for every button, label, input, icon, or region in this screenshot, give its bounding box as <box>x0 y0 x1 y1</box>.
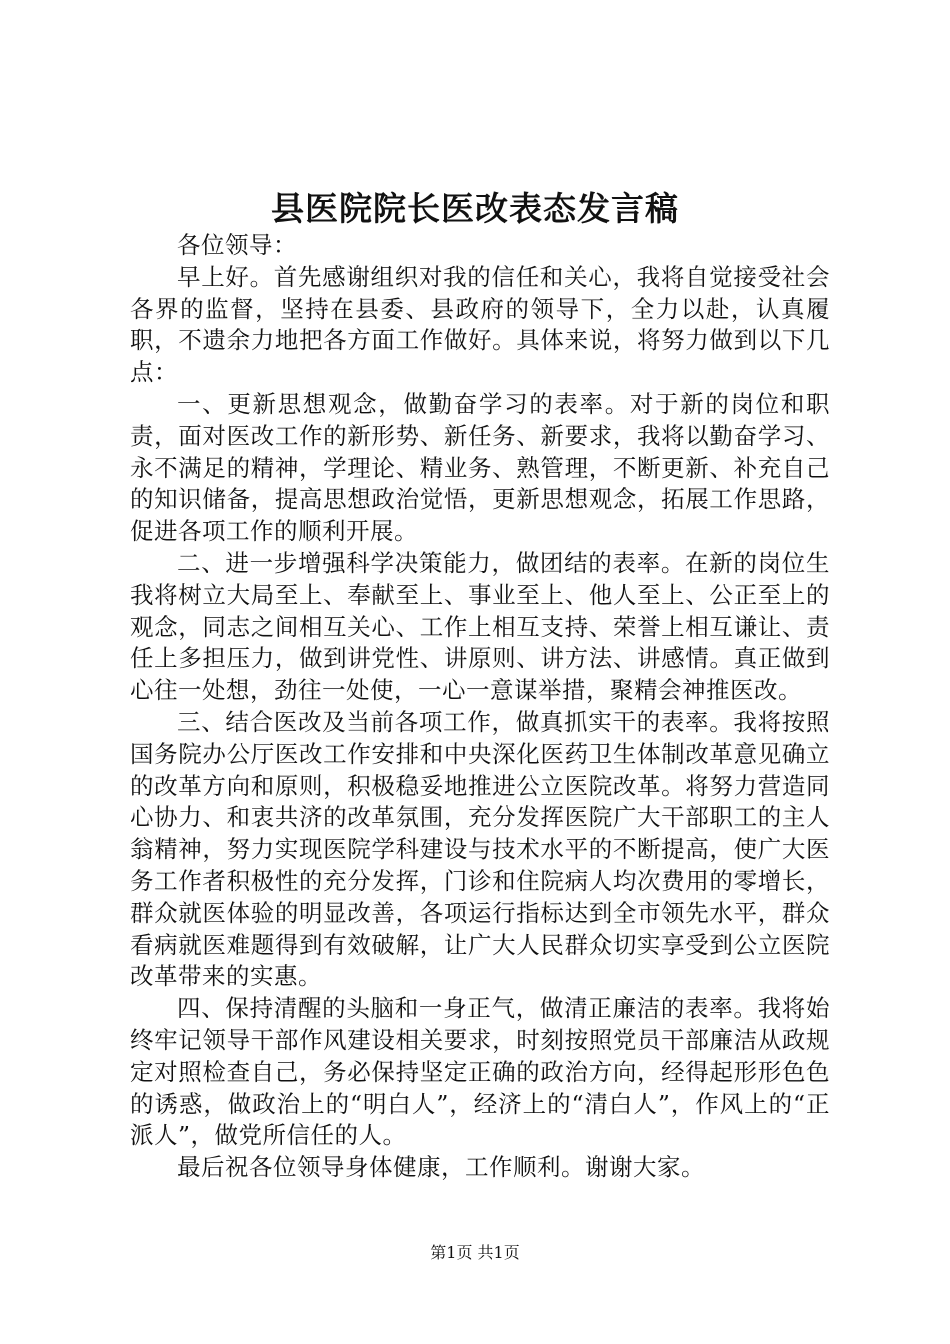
paragraph-point-2: 二、进一步增强科学决策能力，做团结的表率。在新的岗位生我将树立大局至上、奉献至上、事业至上、他人至上、公正至上的观念，同志之间相互关心、工作上相互支持、荣誉上相互谦让、责任上多担压力，做到讲党性、讲原则、讲方法、讲感情。真正做到心往一处想，劲往一处使，一心一意谋举措，聚精会神推医改。 <box>130 548 830 705</box>
document-body <box>130 230 830 1184</box>
paragraph-point-4: 四、保持清醒的头脑和一身正气，做清正廉洁的表率。我将始终牢记领导干部作风建设相关要求，时刻按照党员干部廉洁从政规定对照检查自己，务必保持坚定正确的政治方向，经得起形形色色的诱惑，做政治上的“明白人”，经济上的“清白人”，作风上的“正派人”，做党所信任的人。 <box>130 994 830 1150</box>
document-title: 县医院院长医改表态发言稿 <box>271 189 679 228</box>
paragraph-closing: 最后祝各位领导身体健康，工作顺利。谢谢大家。 <box>177 1153 705 1182</box>
page-number-footer: 第1页 共1页 <box>430 1243 520 1262</box>
salutation: 各位领导： <box>177 231 297 259</box>
paragraph-opening: 早上好。首先感谢组织对我的信任和关心，我将自觉接受社会各界的监督，坚持在县委、县政府的领导下，全力以赴，认真履职，不遗余力地把各方面工作做好。具体来说，将努力做到以下几点： <box>130 262 830 387</box>
paragraph-point-3: 三、结合医改及当前各项工作，做真抓实干的表率。我将按照国务院办公厅医改工作安排和中央深化医药卫生体制改革意见确立的改革方向和原则，积极稳妥地推进公立医院改革。将努力营造同心协力、和衷共济的改革氛围，充分发挥医院广大干部职工的主人翁精神，努力实现医院学科建设与技术水平的不断提高，使广大医务工作者积极性的充分发挥，门诊和住院病人均次费用的零增长，群众就医体验的明显改善，各项运行指标达到全市领先水平，群众看病就医难题得到有效破解，让广大人民群众切实享受到公立医院改革带来的实惠。 <box>130 707 830 991</box>
paragraph-point-1: 一、更新思想观念，做勤奋学习的表率。对于新的岗位和职责，面对医改工作的新形势、新任务、新要求，我将以勤奋学习、永不满足的精神，学理论、精业务、熟管理，不断更新、补充自己的知识储备，提高思想政治觉悟，更新思想观念，拓展工作思路，促进各项工作的顺利开展。 <box>130 389 830 546</box>
